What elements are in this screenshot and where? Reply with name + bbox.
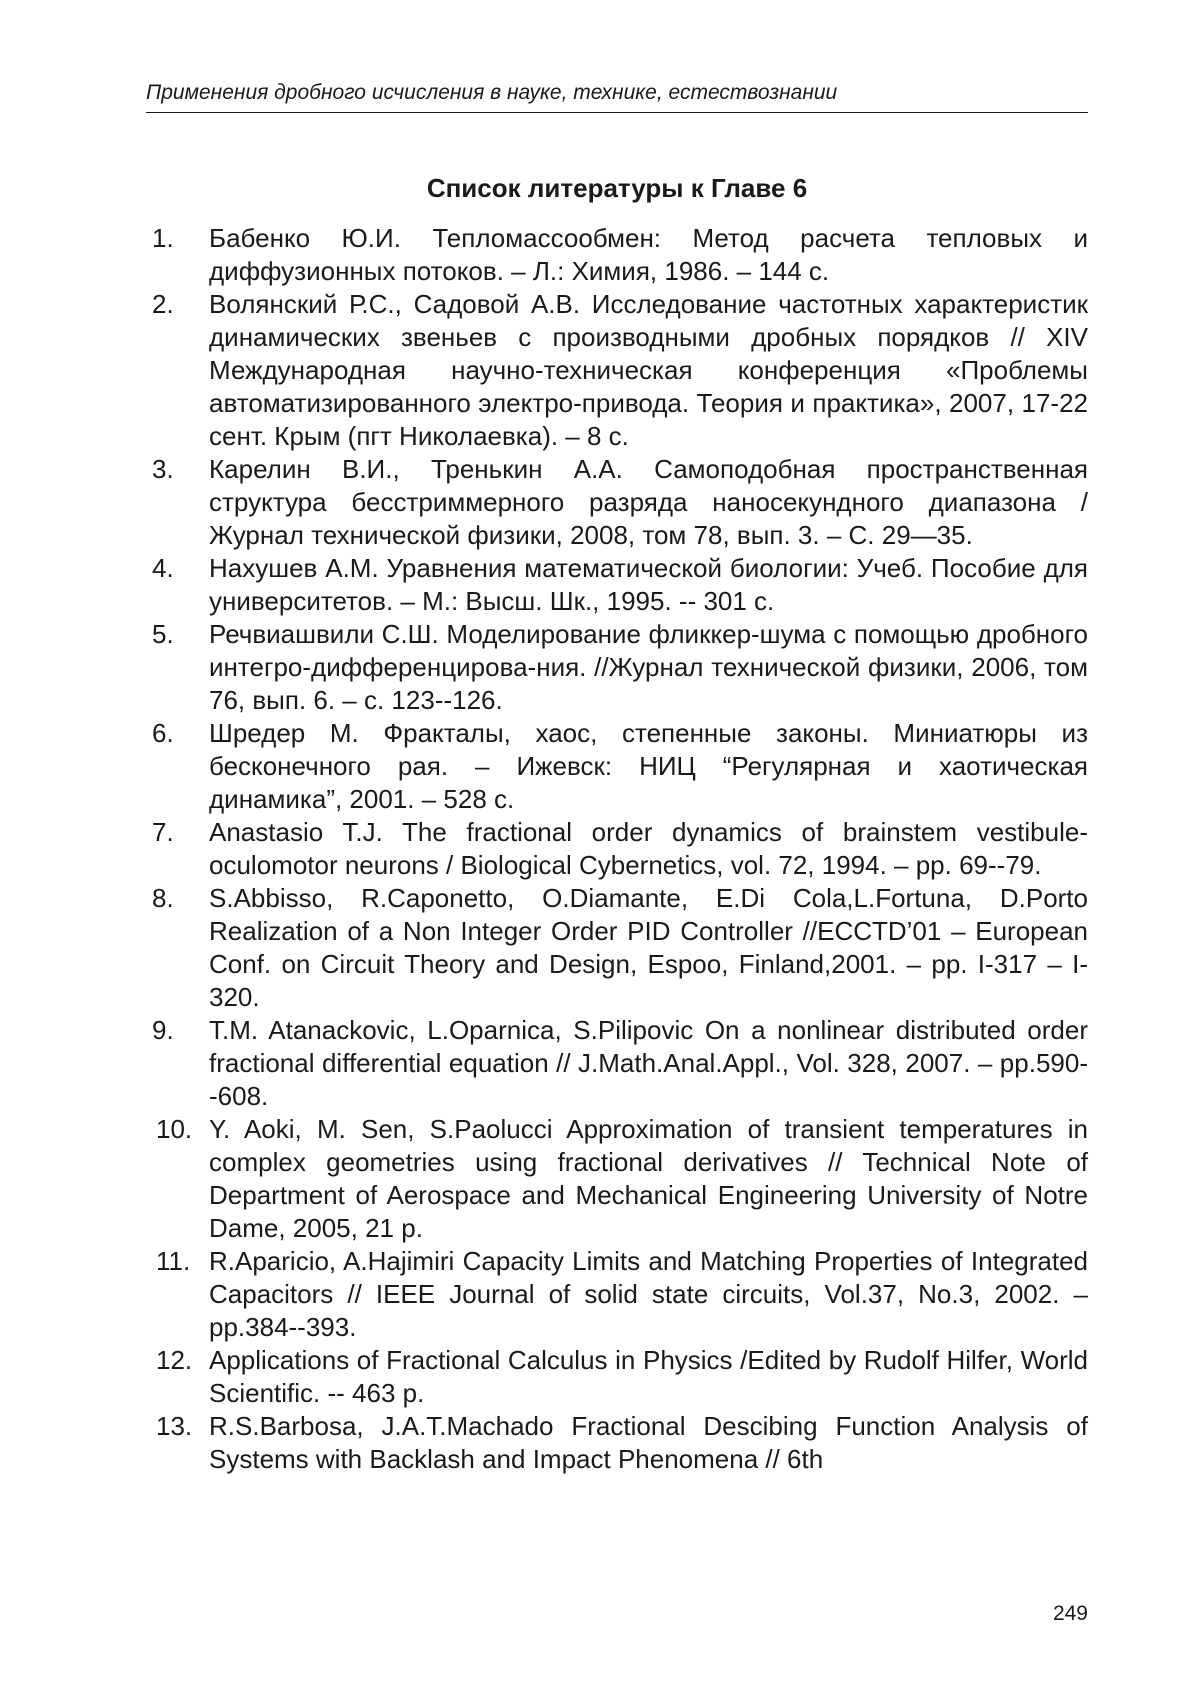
reference-text: S.Abbisso, R.Caponetto, O.Diamante, E.Di Cola,L.Fortuna, D.Porto Realization of a Non Integer Order PID Controller //ECCTD’01 – European Conf. on Circuit Theory and Design, Espoo, Finland,2001. – pp. I-317 – I-320. [209,883,1088,1012]
reference-text: Шредер М. Фракталы, хаос, степенные законы. Миниатюры из бесконечного рая. – Ижевск: НИЦ “Регулярная и хаотическая динамика”, 2001. – 528 с. [209,718,1088,814]
reference-text: Applications of Fractional Calculus in Physics /Edited by Rudolf Hilfer, World Scientific. -- 463 p. [209,1345,1088,1408]
section-title: Список литературы к Главе 6 [426,173,808,203]
reference-item [146,1014,1088,1113]
reference-item [146,1344,1088,1410]
reference-item [146,453,1088,552]
reference-number: 9. [152,1015,174,1045]
page-number: 249 [1052,1602,1088,1625]
reference-text: Y. Aoki, M. Sen, S.Paolucci Approximation of transient temperatures in complex geometries using fractional derivatives // Technical Note of Department of Aerospace and Mechanical Engineering University of Notre Dame, 2005, 21 p. [209,1114,1088,1243]
reference-item [146,288,1088,453]
reference-item [146,1410,1088,1476]
reference-number: 10. [156,1114,193,1144]
reference-list [146,222,1088,1476]
reference-number: 7. [152,817,174,847]
running-header: Применения дробного исчисления в науке, технике, естествознании [146,80,1088,113]
reference-number: 3. [152,454,174,484]
reference-text: Речвиашвили С.Ш. Моделирование фликкер-шума с помощью дробного интегро-дифференцирова-ния. //Журнал технической физики, 2006, том 76, вып. 6. – с. 123--126. [209,619,1088,715]
reference-number: 8. [152,883,174,913]
reference-text: T.M. Atanackovic, L.Oparnica, S.Pilipovic On a nonlinear distributed order fractional differential equation // J.Math.Anal.Appl., Vol. 328, 2007. – pp.590--608. [209,1015,1088,1111]
reference-text: Бабенко Ю.И. Тепломассообмен: Метод расчета тепловых и диффузионных потоков. – Л.: Химия, 1986. – 144 с. [209,223,1088,286]
reference-item [146,1245,1088,1344]
reference-number: 2. [152,289,174,319]
reference-text: R.S.Barbosa, J.A.T.Machado Fractional Descibing Function Analysis of Systems with Backlash and Impact Phenomena // 6th [209,1411,1088,1474]
reference-item [146,222,1088,288]
reference-number: 5. [152,619,174,649]
reference-item [146,1113,1088,1245]
reference-text: Волянский Р.С., Садовой А.В. Исследование частотных характеристик динамических звеньев с производными дробных порядков // XIV Международная научно-техническая конференция «Проблемы автоматизированного электро-привода. Теория и практика», 2007, 17-22 сент. Крым (пгт Николаевка). – 8 с. [209,289,1088,451]
reference-text: Нахушев А.М. Уравнения математической биологии: Учеб. Пособие для университетов. – М.: Высш. Шк., 1995. -- 301 с. [209,553,1088,616]
reference-item [146,816,1088,882]
reference-text: R.Aparicio, A.Hajimiri Capacity Limits and Matching Properties of Integrated Capacitors // IEEE Journal of solid state circuits, Vol.37, No.3, 2002. – pp.384--393. [209,1246,1088,1342]
reference-text: Карелин В.И., Тренькин А.А. Самоподобная пространственная структура бесстриммерного разряда наносекундного диапазона / Журнал технической физики, 2008, том 78, вып. 3. – С. 29—35. [209,454,1088,550]
reference-item [146,882,1088,1014]
reference-number: 12. [156,1345,193,1375]
reference-number: 13. [156,1411,193,1441]
reference-number: 11. [156,1246,191,1276]
reference-item [146,552,1088,618]
reference-number: 4. [152,553,174,583]
reference-item [146,618,1088,717]
reference-number: 6. [152,718,174,748]
reference-item [146,717,1088,816]
reference-text: Anastasio T.J. The fractional order dynamics of brainstem vestibule-oculomotor neurons / Biological Cybernetics, vol. 72, 1994. – pp. 69--79. [209,817,1088,880]
reference-number: 1. [152,223,174,253]
